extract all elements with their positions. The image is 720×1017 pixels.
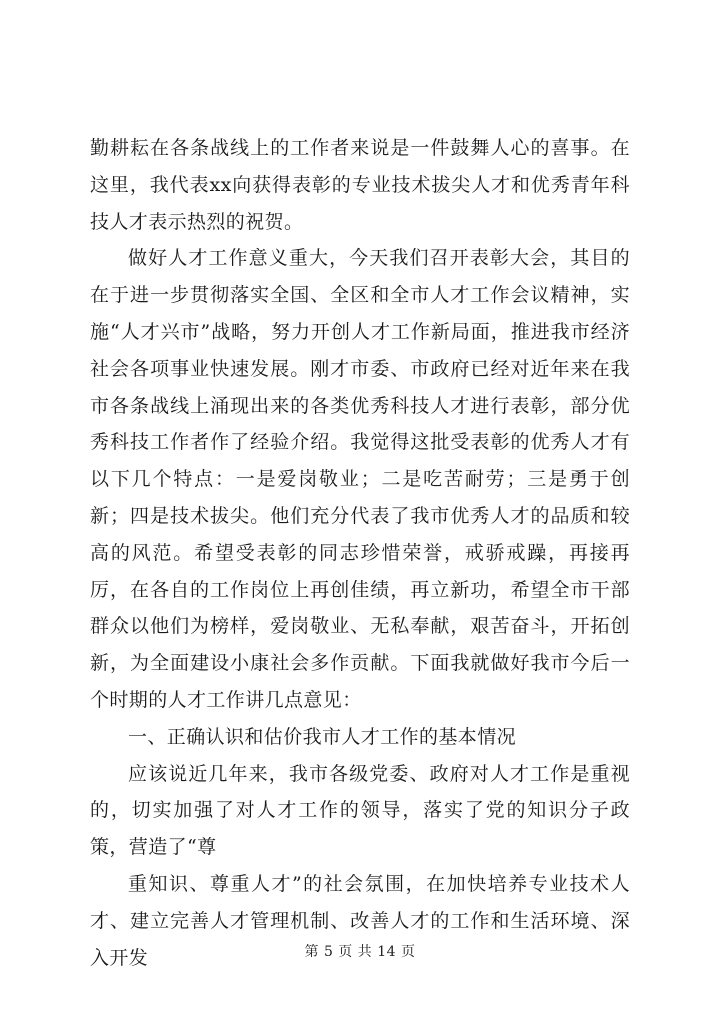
paragraph-talent-work-significance: 做好人才工作意义重大，今天我们召开表彰大会，其目的在于进一步贯彻落实全国、全区和全市人才工作会议精神，实施“人才兴市”战略，努力开创人才工作新局面，推进我市经济社会各项事业快速发展。刚才市委、市政府已经对近年来在我市各条战线上涌现出来的各类优秀科技人才进行表彰，部分优秀科技工作者作了经验介绍。我觉得这批受表彰的优秀人才有以下几个特点：一是爱岗敬业；二是吃苦耐劳；三是勇于创新；四是技术拔尖。他们充分代表了我市优秀人才的品质和较高的风范。希望受表彰的同志珍惜荣誉，戒骄戒躁，再接再厉，在各自的工作岗位上再创佳绩，再立新功，希望全市干部群众以他们为榜样，爱岗敬业、无私奉献，艰苦奋斗，开拓创新，为全面建设小康社会多作贡献。下面我就做好我市今后一个时期的人才工作讲几点意见： [90, 247, 630, 711]
paragraph-recent-years: 应该说近几年来，我市各级党委、政府对人才工作是重视的，切实加强了对人才工作的领导，落实了党的知识分子政策，营造了“尊 [90, 762, 630, 859]
document-body [90, 130, 630, 976]
paragraph-continuation: 勤耕耘在各条战线上的工作者来说是一件鼓舞人心的喜事。在这里，我代表xx向获得表彰的专业技术拔尖人才和优秀青年科技人才表示热烈的祝贺。 [90, 137, 630, 233]
section-heading: 一、正确认识和估价我市人才工作的基本情况 [128, 725, 517, 748]
paragraph-respect-knowledge: 重知识、尊重人才”的社会氛围，在加快培养专业技术人才、建立完善人才管理机制、改善人才的工作和生活环境、深入开发 [90, 872, 630, 969]
page-number-footer: 第 5 页 共 14 页 [304, 944, 416, 960]
